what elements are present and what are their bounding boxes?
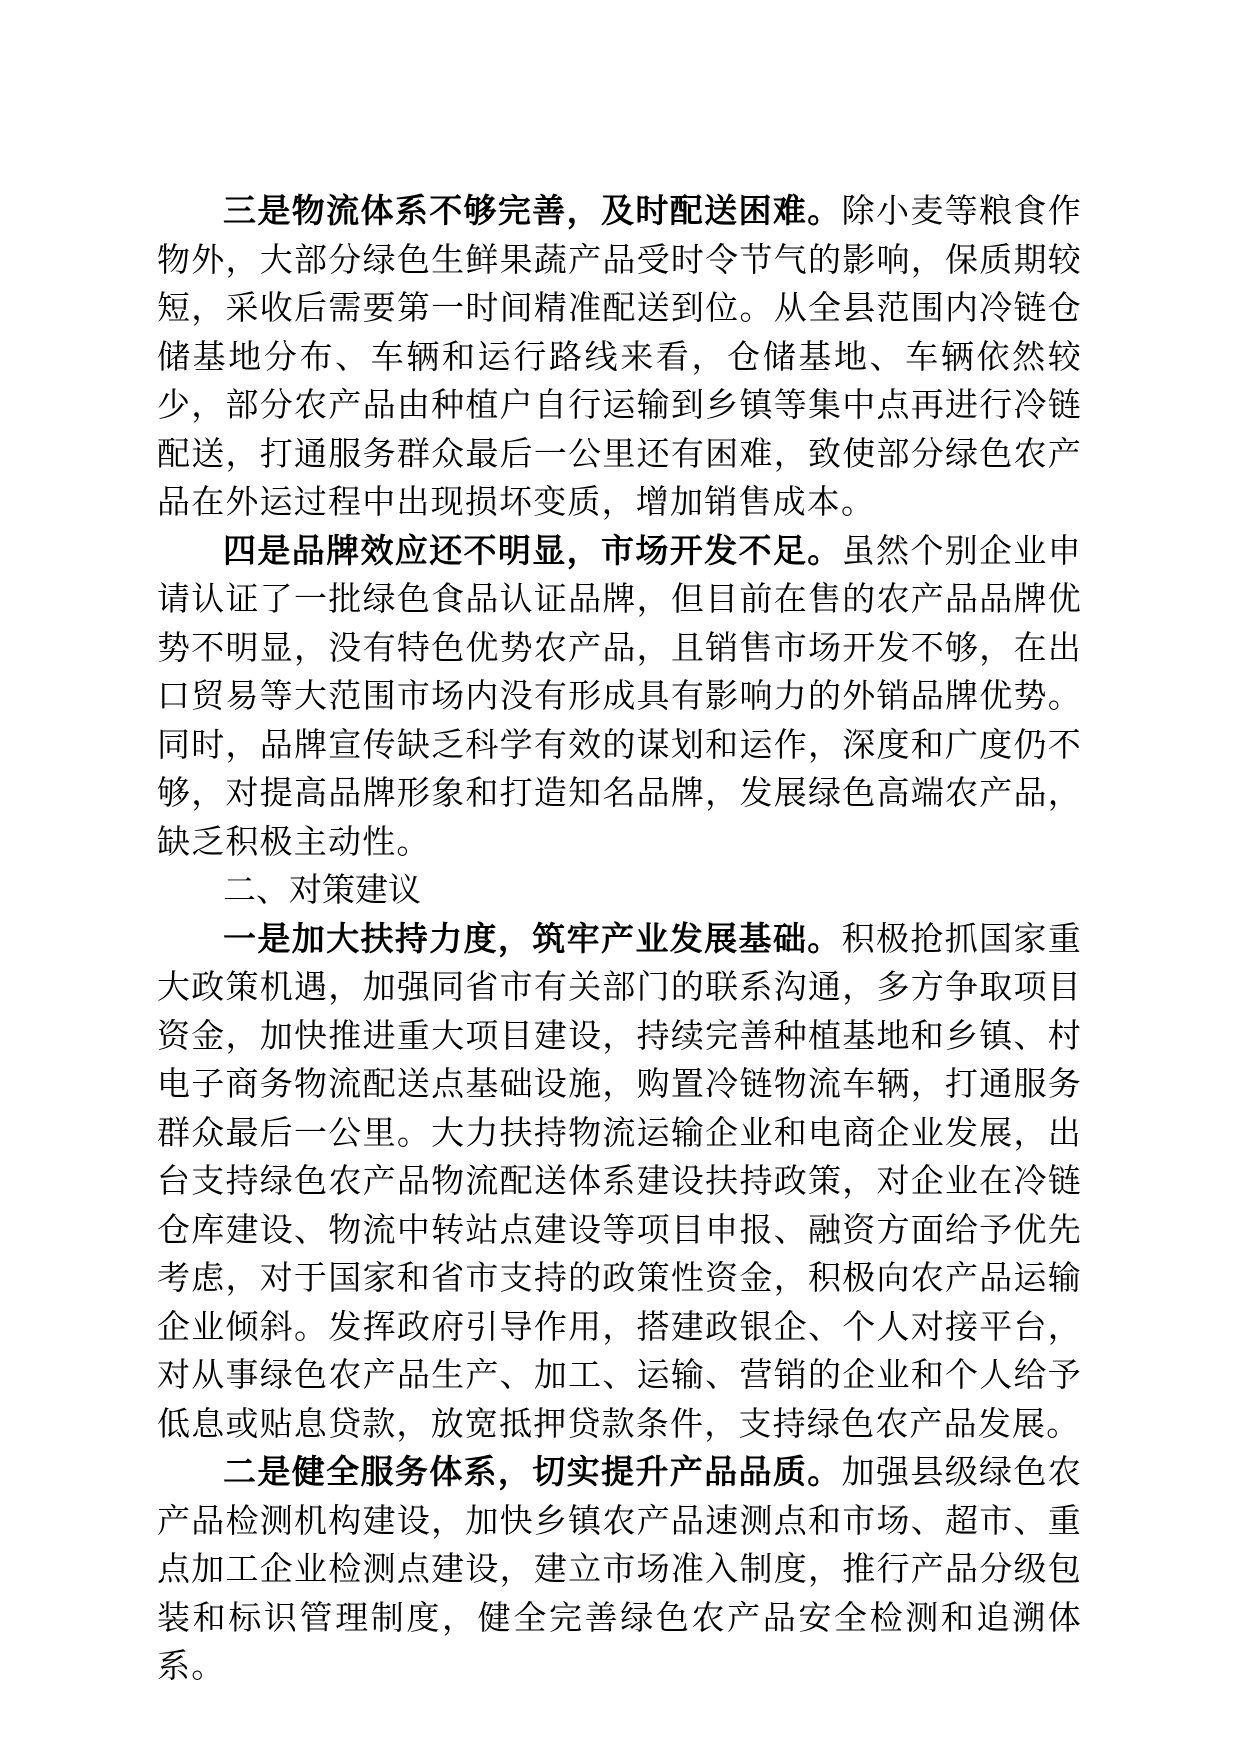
paragraph-logistics xyxy=(157,187,1082,527)
document-body xyxy=(157,187,1082,1691)
paragraph-service xyxy=(157,1448,1082,1691)
paragraph-brand xyxy=(157,527,1082,867)
paragraph-lead: 四是品牌效应还不明显，市场开发不足。 xyxy=(223,530,842,570)
paragraph-text: 加强县级绿色农产品检测机构建设，加快乡镇农产品速测点和市场、超市、重点加工企业检测点建设，建立市场准入制度，推行产品分级包装和标识管理制度，健全完善绿色农产品安全检测和追溯体系。 xyxy=(157,1452,1082,1685)
paragraph-text: 除小麦等粮食作物外，大部分绿色生鲜果蔬产品受时令节气的影响，保质期较短，采收后需要第一时间精准配送到位。从全县范围内冷链仓储基地分布、车辆和运行路线来看，仓储基地、车辆依然较少，部分农产品由种植户自行运输到乡镇等集中点再进行冷链配送，打通服务群众最后一公里还有困难，致使部分绿色农产品在外运过程中出现损坏变质，增加销售成本。 xyxy=(157,191,1082,521)
paragraph-lead: 一是加大扶持力度，筑牢产业发展基础。 xyxy=(223,918,842,958)
paragraph-support xyxy=(157,915,1082,1449)
paragraph-lead: 三是物流体系不够完善，及时配送困难。 xyxy=(223,191,842,230)
paragraph-text: 积极抢抓国家重大政策机遇，加强同省市有关部门的联系沟通，多方争取项目资金，加快推进重大项目建设，持续完善种植基地和乡镇、村电子商务物流配送点基础设施，购置冷链物流车辆，打通服务群众最后一公里。大力扶持物流运输企业和电商企业发展，出台支持绿色农产品物流配送体系建设扶持政策，对企业在冷链仓库建设、物流中转站点建设等项目申报、融资方面给予优先考虑，对于国家和省市支持的政策性资金，积极向农产品运输企业倾斜。发挥政府引导作用，搭建政银企、个人对接平台，对从事绿色农产品生产、加工、运输、营销的企业和个人给予低息或贴息贷款，放宽抵押贷款条件，支持绿色农产品发展。 xyxy=(157,918,1082,1443)
paragraph-lead: 二是健全服务体系，切实提升产品品质。 xyxy=(223,1452,842,1491)
paragraph-text: 虽然个别企业申请认证了一批绿色食品认证品牌，但目前在售的农产品品牌优势不明显，没有特色优势农产品，且销售市场开发不够，在出口贸易等大范围市场内没有形成具有影响力的外销品牌优势。同时，品牌宣传缺乏科学有效的谋划和运作，深度和广度仍不够，对提高品牌形象和打造知名品牌，发展绿色高端农产品，缺乏积极主动性。 xyxy=(157,530,1082,861)
section-heading: 二、对策建议 xyxy=(223,870,421,909)
